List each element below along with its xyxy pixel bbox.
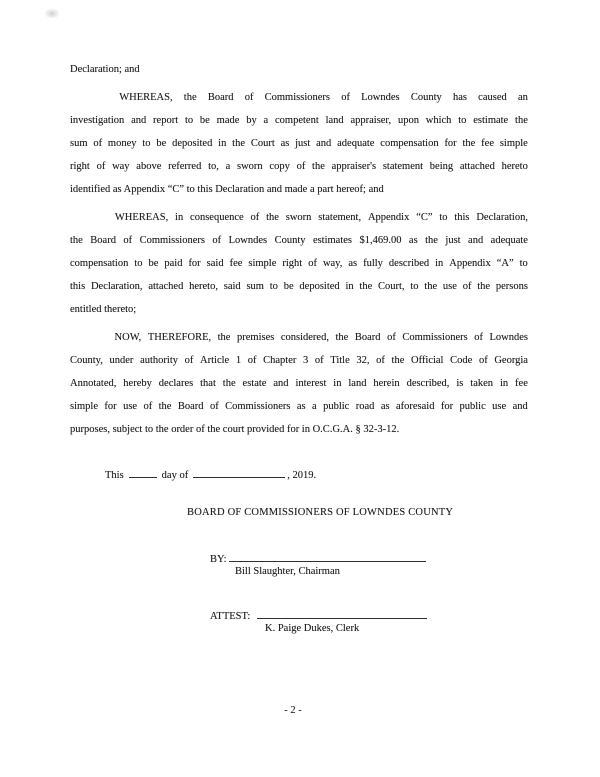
- document-body: [70, 58, 528, 636]
- organization-heading: BOARD OF COMMISSIONERS OF LOWNDES COUNTY: [187, 507, 454, 518]
- document-line: simple for use of the Board of Commissioners as a public road as aforesaid for public use and: [70, 401, 528, 412]
- document-line: investigation and report to be made by a competent land appraiser, upon which to estimate the: [70, 115, 528, 126]
- by-signer-name: Bill Slaughter, Chairman: [235, 566, 340, 577]
- scan-smudge-artifact: [44, 8, 60, 19]
- date-line-this-label: This: [105, 470, 124, 481]
- paragraphs-container: [70, 58, 528, 441]
- document-line: sum of money to be deposited in the Court as just and adequate compensation for the fee simple: [70, 138, 528, 149]
- attest-label: ATTEST:: [210, 611, 251, 622]
- document-line: NOW, THEREFORE, the premises considered, the Board of Commissioners of Lowndes: [114, 332, 528, 343]
- by-signature-block: [210, 549, 528, 579]
- paragraph: [70, 326, 528, 441]
- document-line: WHEREAS, the Board of Commissioners of Lowndes County has caused an: [119, 92, 528, 103]
- document-line: County, under authority of Article 1 of Chapter 3 of Title 32, of the Official Code of Georgia: [70, 355, 528, 366]
- document-line: Declaration; and: [70, 64, 140, 75]
- paragraph: [70, 58, 528, 81]
- document-line: this Declaration, attached hereto, said sum to be deposited in the Court, to the use of the persons: [70, 281, 528, 292]
- date-line: [105, 464, 528, 487]
- by-label: BY:: [210, 554, 227, 565]
- document-line: entitled thereto;: [70, 304, 137, 315]
- attest-signature-line: [257, 606, 427, 619]
- document-line: the Board of Commissioners of Lowndes County estimates $1,469.00 as the just and adequate: [70, 235, 528, 246]
- date-line-year-suffix: , 2019.: [287, 470, 317, 481]
- page-number: - 2 -: [284, 705, 302, 716]
- paragraph: [70, 206, 528, 321]
- document-line: Annotated, hereby declares that the estate and interest in land herein described, is taken in fee: [70, 378, 528, 389]
- document-line: identified as Appendix “C” to this Declaration and made a part hereof; and: [70, 184, 384, 195]
- by-signature-line: [229, 549, 426, 562]
- document-line: compensation to be paid for said fee simple right of way, as fully described in Appendix “A” to: [70, 258, 528, 269]
- document-line: right of way above referred to, a sworn copy of the appraiser's statement being attached hereto: [70, 161, 528, 172]
- document-line: WHEREAS, in consequence of the sworn statement, Appendix “C” to this Declaration,: [114, 212, 528, 223]
- month-blank-line: [193, 466, 285, 478]
- paragraph: [70, 86, 528, 201]
- document-line: purposes, subject to the order of the court provided for in O.C.G.A. § 32-3-12.: [70, 424, 400, 435]
- by-signature-row: [210, 549, 528, 564]
- attest-signature-block: [210, 606, 528, 636]
- day-blank-line: [129, 466, 157, 478]
- attest-signer-name: K. Paige Dukes, Clerk: [265, 623, 360, 634]
- attest-signature-row: [210, 606, 528, 621]
- date-line-day-of-label: day of: [161, 470, 189, 481]
